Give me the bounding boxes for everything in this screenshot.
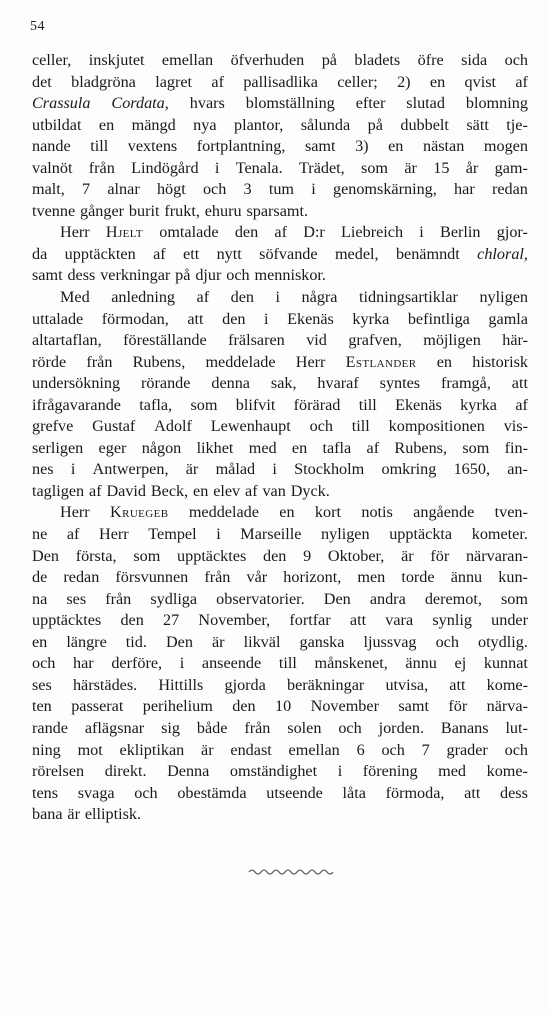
text-line: Med anledning af den i några tidningsartiklar nyligen [60, 288, 528, 307]
text-line: tens svaga och obestämda utseende låta förmoda, att dess [32, 783, 528, 802]
text-line: na ses från sydliga observatorier. Den andra deremot, som [32, 589, 528, 608]
text-line: och har derföre, i anseende till månskenet, ännu ej kunnat [32, 654, 528, 673]
text-line: ning mot ekliptikan är endast emellan 6 och 7 grader och [32, 740, 528, 759]
text-line: en längre tid. Den är likväl ganska ljussvag och otydlig. [32, 632, 528, 651]
text-line: samt dess verkningar på djur och menniskor. [32, 266, 326, 285]
text-line: upptäcktes den 27 November, fortfar att vara synlig under [32, 611, 528, 630]
text-line: Crassula Cordata, hvars blomställning efter slutad blomning [32, 94, 528, 113]
text-line: det bladgröna lagret af pallisadlika celler; 2) en qvist af [32, 72, 528, 91]
text-line: rande aflägsnar sig både från solen och jorden. Banans lut- [32, 718, 528, 737]
text-line: malt, 7 alnar högt och 3 tum i genomskärning, har redan [32, 180, 528, 199]
text-line: valnöt från Lindögård i Tenala. Trädet, som är 15 år gam- [32, 158, 528, 177]
text-line: ses härstädes. Hittills gjorda beräkningar utvisa, att kome- [32, 675, 528, 694]
text-line: Den första, som upptäcktes den 9 Oktober, är för närvaran- [32, 546, 528, 565]
text-line: uttalade förmodan, att den i Ekenäs kyrka befintliga gamla [32, 309, 528, 328]
wavy-rule-ornament-icon [248, 866, 334, 878]
text-line: de redan försvunnen från vår horizont, men torde ännu kun- [32, 568, 528, 587]
text-line: rörde från Rubens, meddelade Herr Estlander en historisk [32, 352, 528, 371]
page-number: 54 [30, 19, 45, 34]
text-line: nande till vextens fortplantning, samt 3) en nästan mogen [32, 137, 528, 156]
text-line: ne af Herr Tempel i Marseille nyligen upptäckta kometer. [32, 525, 528, 544]
text-line: grefve Gustaf Adolf Lewenhaupt och till kompositionen vis- [32, 417, 528, 436]
text-line: tagligen af David Beck, en elev af van Dyck. [32, 481, 330, 500]
text-line: undersökning rörande denna sak, hvaraf syntes framgå, att [32, 374, 528, 393]
text-line: rörelsen direkt. Denna omständighet i förening med kome- [32, 762, 528, 781]
text-line: celler, inskjutet emellan öfverhuden på bladets öfre sida och [32, 51, 528, 69]
text-line: altartaflan, föreställande frälsaren vid grafven, möjligen här- [32, 331, 528, 350]
text-line: Herr Kruegeb meddelade en kort notis angående tven- [60, 503, 528, 522]
text-line: ten passerat perihelium den 10 November samt för närva- [32, 697, 528, 716]
text-line: nes i Antwerpen, är målad i Stockholm omkring 1650, an- [32, 460, 528, 479]
text-line: ifrågavarande tafla, som blifvit förärad till Ekenäs kyrka af [32, 395, 528, 414]
body-text [32, 50, 528, 826]
text-line: serligen eger någon likhet med en tafla af Rubens, som fin- [32, 438, 528, 457]
text-line: tvenne gånger burit frukt, ehuru sparsamt. [32, 201, 309, 220]
text-line: bana är elliptisk. [32, 805, 142, 824]
text-line: utbildat en mängd nya plantor, sålunda på dubbelt sätt tje- [32, 115, 528, 134]
text-line: Herr Hjelt omtalade den af D:r Liebreich i Berlin gjor- [60, 223, 528, 242]
text-line: da upptäckten af ett nytt söfvande medel, benämndt chloral, [32, 244, 528, 263]
